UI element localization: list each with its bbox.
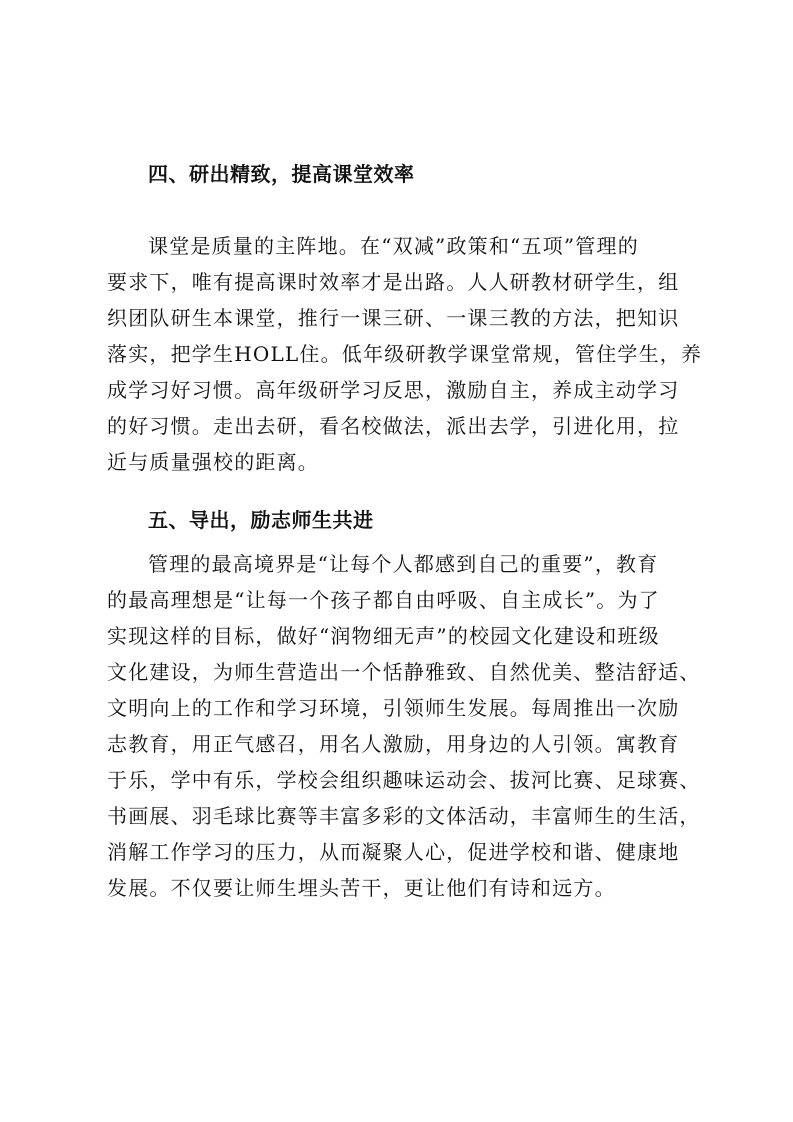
- paragraph-line: 于乐，学中有乐，学校会组织趣味运动会、拔河比赛、足球赛、: [107, 768, 701, 792]
- paragraph-line: 文明向上的工作和学习环境，引领师生发展。每周推出一次励: [107, 696, 680, 720]
- section-heading-5: 五、导出，励志师生共进: [148, 508, 374, 532]
- paragraph-line: 书画展、羽毛球比赛等丰富多彩的文体活动，丰富师生的生活，: [107, 804, 701, 828]
- paragraph-line: 的好习惯。走出去研，看名校做法，派出去学，引进化用，拉: [107, 414, 680, 438]
- paragraph-line: 的最高理想是“让每一个孩子都自由呼吸、自主成长”。为了: [107, 588, 660, 612]
- paragraph-line: 近与质量强校的距离。: [107, 450, 319, 474]
- paragraph-line: 志教育，用正气感召，用名人激励，用身边的人引领。寓教育: [107, 732, 680, 756]
- paragraph-line: 文化建设，为师生营造出一个恬静雅致、自然优美、整洁舒适、: [107, 660, 701, 684]
- paragraph-line: 课堂是质量的主阵地。在“双减”政策和“五项”管理的: [148, 234, 639, 258]
- paragraph-line: 织团队研生本课堂，推行一课三研、一课三教的方法，把知识: [107, 306, 680, 330]
- paragraph-line: 要求下，唯有提高课时效率才是出路。人人研教材研学生，组: [107, 270, 680, 294]
- paragraph-line: 成学习好习惯。高年级研学习反思，激励自主，养成主动学习: [107, 378, 680, 402]
- paragraph-line: 落实，把学生HOLL住。低年级研教学课堂常规，管住学生，养: [107, 342, 703, 366]
- paragraph-line: 实现这样的目标，做好“润物细无声”的校园文化建设和班级: [107, 624, 660, 648]
- section-heading-4: 四、研出精致，提高课堂效率: [148, 162, 415, 186]
- paragraph-line: 消解工作学习的压力，从而凝聚人心，促进学校和谐、健康地: [107, 840, 680, 864]
- paragraph-line: 发展。不仅要让师生埋头苦干，更让他们有诗和远方。: [107, 876, 616, 900]
- paragraph-line: 管理的最高境界是“让每个人都感到自己的重要”，教育: [148, 552, 659, 576]
